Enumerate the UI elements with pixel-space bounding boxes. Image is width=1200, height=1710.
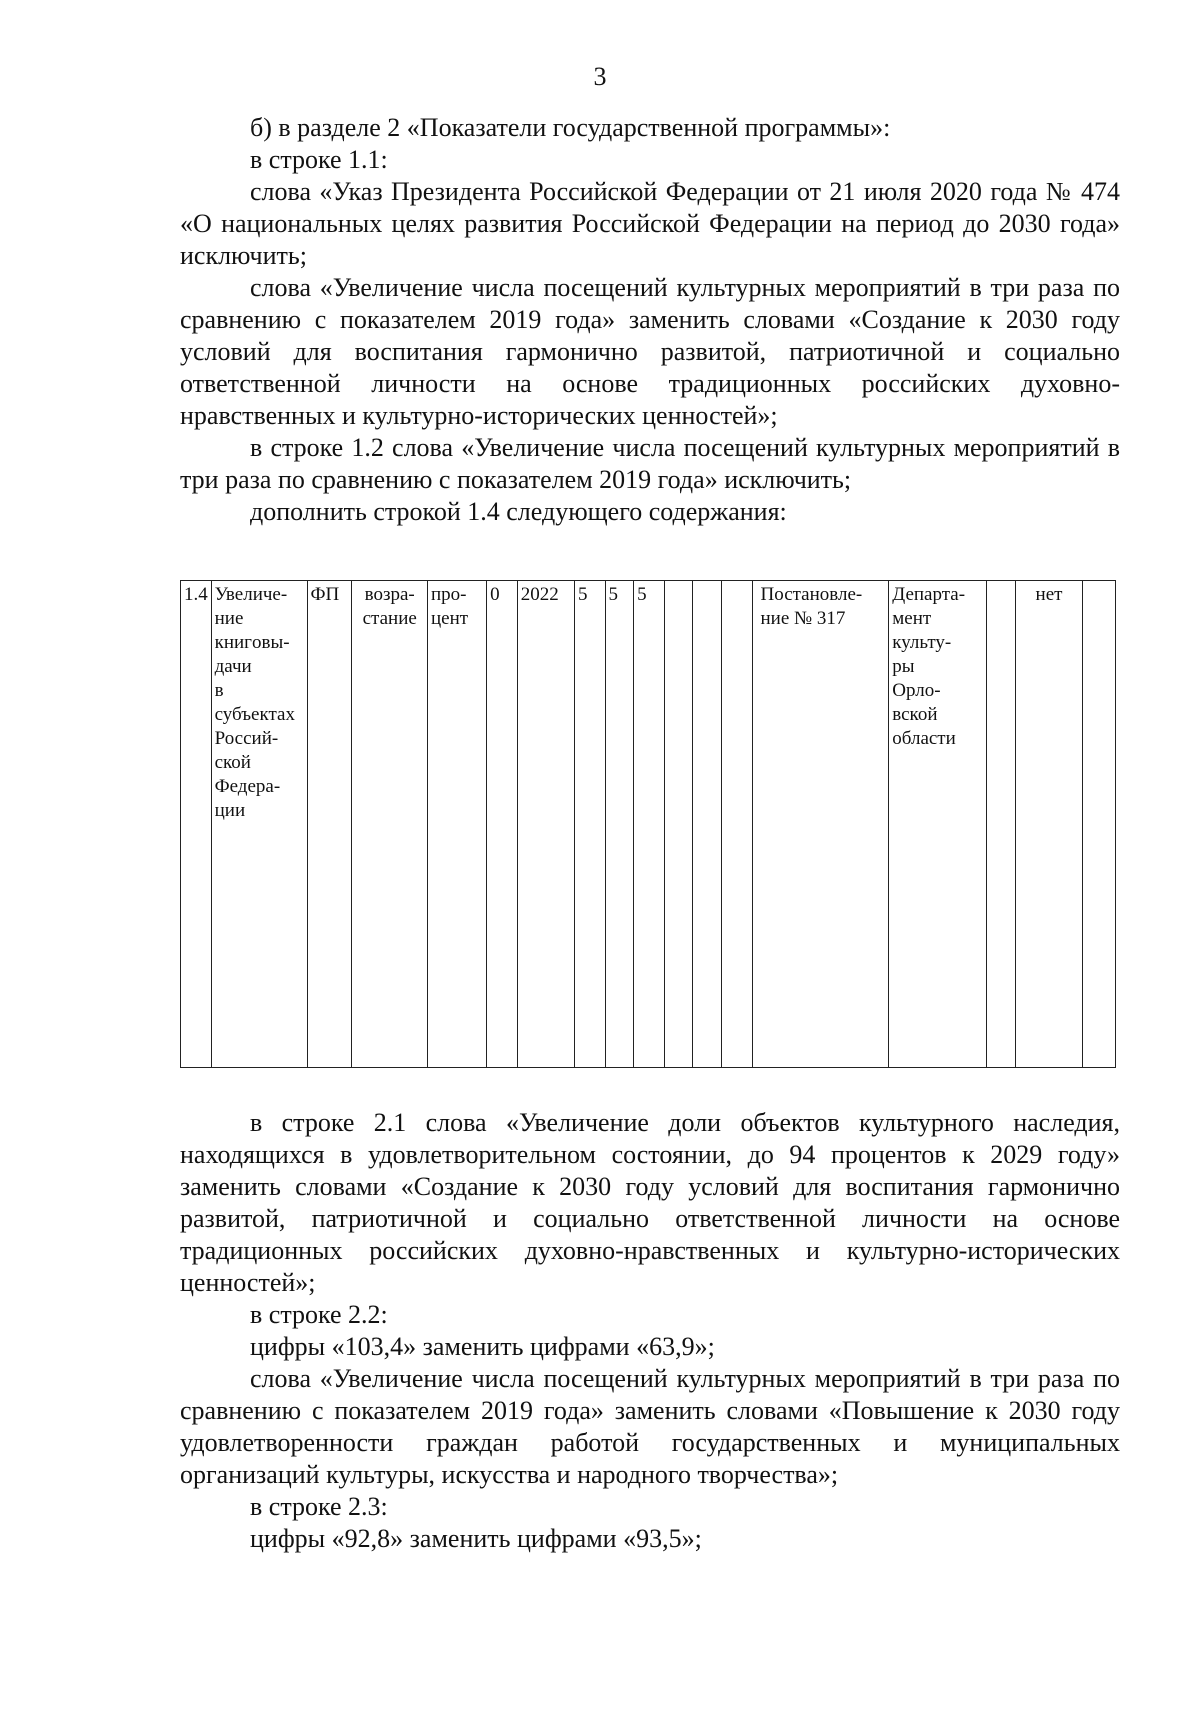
table-cell [987,581,1016,1068]
paragraph: в строке 2.2: [250,1300,388,1329]
table-cell: 5 [605,581,634,1068]
table-cell: возра- стание [352,581,428,1068]
table-cell: Увеличе- ние книгoвы- дачи в субъектах Россий- ской Федера- ции [211,581,307,1068]
table-cell: ФП [307,581,352,1068]
paragraph: дополнить строкой 1.4 следующего содержания: [250,497,787,526]
paragraph: в строке 2.1 слова «Увеличение доли объектов культурного наследия, находящихся в удовлетворительном состоянии, до 94 процентов к 2029 году» заменить словами «Создание к 2030 году условий для воспитания гармонично развитой, патриотичной и социально ответственной личности на основе традиционных российских духовно-нравственных и культурно-исторических ценностей»; [180,1108,1120,1297]
table-cell: Департа- мент культу- ры Орло- вской области [889,581,987,1068]
table-cell: 5 [574,581,605,1068]
table-cell: Постановле- ние № 317 [752,581,889,1068]
paragraph: цифры «92,8» заменить цифрами «93,5»; [250,1524,702,1553]
paragraph: в строке 1.1: [250,145,388,174]
table-cell: 2022 [517,581,574,1068]
after-section [180,1107,1120,1555]
table-cell: 1.4 [181,581,212,1068]
table-cell: нет [1015,581,1082,1068]
table-cell [1083,581,1116,1068]
paragraph: слова «Указ Президента Российской Федерации от 21 июля 2020 года № 474 «О национальных целях развития Российской Федерации на период до 2030 года» исключить; [180,177,1120,270]
indicator-table [180,580,1116,1068]
paragraph: цифры «103,4» заменить цифрами «63,9»; [250,1332,715,1361]
table-row [181,581,1116,1068]
table-cell [693,581,722,1068]
paragraph: в строке 1.2 слова «Увеличение числа посещений культурных мероприятий в три раза по сравнению с показателем 2019 года» исключить; [180,433,1120,494]
table-cell: 0 [487,581,518,1068]
paragraph: слова «Увеличение числа посещений культурных мероприятий в три раза по сравнению с показателем 2019 года» заменить словами «Повышение к 2030 году удовлетворенности граждан работой государственных и муниципальных организаций культуры, искусства и народного творчества»; [180,1364,1120,1489]
page-number: 3 [593,62,607,91]
paragraph: в строке 2.3: [250,1492,388,1521]
paragraph: слова «Увеличение числа посещений культурных мероприятий в три раза по сравнению с показателем 2019 года» заменить словами «Создание к 2030 году условий для воспитания гармонично развитой, патриотичной и социально ответственной личности на основе традиционных российских духовно-нравственных и культурно-исторических ценностей»; [180,273,1120,430]
table-cell [721,581,752,1068]
intro-section [180,112,1120,528]
table-cell: про- цент [427,581,486,1068]
paragraph: б) в разделе 2 «Показатели государственной программы»: [250,113,891,142]
table-cell [664,581,693,1068]
table-cell: 5 [634,581,665,1068]
